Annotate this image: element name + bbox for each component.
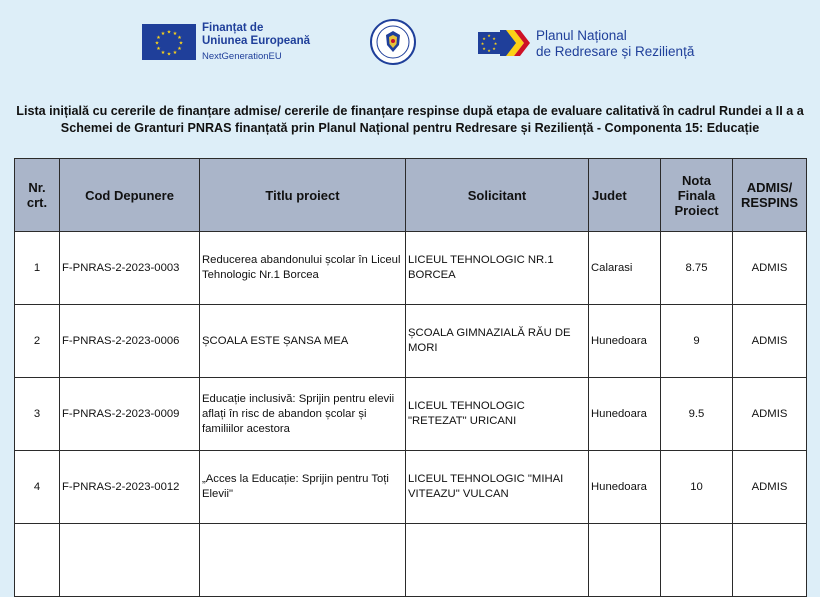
svg-text:★: ★ (177, 46, 182, 52)
cell-cod: F-PNRAS-2-2023-0006 (60, 305, 200, 378)
table-row (15, 524, 807, 597)
cell-titlu: Educație inclusivă: Sprijin pentru elevii aflați în risc de abandon școlar și familiilor acestora (200, 378, 406, 451)
cell-cod: F-PNRAS-2-2023-0009 (60, 378, 200, 451)
cell-nr: 4 (15, 451, 60, 524)
svg-text:★: ★ (177, 35, 182, 41)
svg-text:★: ★ (178, 40, 184, 47)
cell-titlu: „Acces la Educație: Sprijin pentru Toți Elevii" (200, 451, 406, 524)
eu-label-line3: NextGenerationEU (202, 51, 282, 62)
cell-solicitant: ȘCOALA GIMNAZIALĂ RĂU DE MORI (406, 305, 589, 378)
header-judet: Judet (589, 159, 661, 232)
cell-nota (661, 524, 733, 597)
cell-judet: Hunedoara (589, 305, 661, 378)
cell-titlu: Reducerea abandonului școlar în Liceul Tehnologic Nr.1 Borcea (200, 232, 406, 305)
svg-text:★: ★ (482, 46, 486, 51)
cell-status: ADMIS (733, 378, 807, 451)
pnrr-label-line1: Planul Național (536, 28, 627, 43)
cell-nota: 8.75 (661, 232, 733, 305)
pnrr-label-line2: de Redresare și Reziliență (536, 44, 695, 59)
cell-cod: F-PNRAS-2-2023-0003 (60, 232, 200, 305)
svg-text:★: ★ (160, 31, 166, 37)
header-nr-line2: crt. (26, 195, 48, 210)
results-table (14, 158, 807, 597)
svg-text:★: ★ (166, 51, 172, 58)
header-solicitant: Solicitant (406, 159, 589, 232)
eu-label-line2: Uniunea Europeană (202, 35, 310, 47)
cell-judet: Hunedoara (589, 451, 661, 524)
table-row (15, 378, 807, 451)
document-title: Lista inițială cu cererile de finanțare admise/ cererile de finanțare respinse după etapa de evaluare calitativă în cadrul Rundei a II a a Schemei de Granturi PNRAS finanțată prin Planul Național pentru Redresare și Reziliență - Componenta 15: Educație (16, 104, 804, 135)
cell-titlu (200, 524, 406, 597)
table-row (15, 305, 807, 378)
cell-judet (589, 524, 661, 597)
cell-cod (60, 524, 200, 597)
cell-nr: 2 (15, 305, 60, 378)
cell-solicitant: LICEUL TEHNOLOGIC "RETEZAT" URICANI (406, 378, 589, 451)
cell-solicitant: LICEUL TEHNOLOGIC NR.1 BORCEA (406, 232, 589, 305)
cell-nr (15, 524, 60, 597)
svg-text:★: ★ (160, 50, 166, 56)
eu-label-line1: Finanțat de (202, 22, 264, 34)
svg-text:★: ★ (156, 35, 161, 41)
cell-nr: 1 (15, 232, 60, 305)
header-nr-line1: Nr. (28, 180, 46, 195)
cell-status: ADMIS (733, 305, 807, 378)
cell-status: ADMIS (733, 232, 807, 305)
svg-text:★: ★ (156, 46, 161, 52)
header-nota-line2: Finala (677, 187, 716, 203)
header-nota (661, 159, 733, 232)
table-row (15, 232, 807, 305)
government-seal-icon (369, 18, 417, 66)
svg-text:★: ★ (492, 46, 496, 51)
header-titlu: Titlu proiect (200, 159, 406, 232)
logo-banner (0, 18, 820, 68)
cell-solicitant: LICEUL TEHNOLOGIC "MIHAI VITEAZU" VULCAN (406, 451, 589, 524)
cell-judet: Hunedoara (589, 378, 661, 451)
cell-judet: Calarasi (589, 232, 661, 305)
svg-text:★: ★ (487, 33, 491, 38)
cell-nota: 9 (661, 305, 733, 378)
header-nr (15, 159, 60, 232)
table-row (15, 451, 807, 524)
header-nota-line1: Nota (682, 172, 711, 188)
header-status (733, 159, 807, 232)
svg-text:★: ★ (166, 29, 172, 36)
pnrr-label (536, 28, 694, 60)
svg-text:★: ★ (154, 40, 160, 47)
cell-status (733, 524, 807, 597)
header-status-line1: ADMIS/ (746, 180, 793, 195)
cell-nota: 9.5 (661, 378, 733, 451)
svg-text:★: ★ (172, 31, 178, 37)
cell-nr: 3 (15, 378, 60, 451)
cell-solicitant (406, 524, 589, 597)
table-header-row (15, 159, 807, 232)
header-nota-line3: Proiect (674, 202, 719, 218)
svg-text:★: ★ (493, 41, 498, 46)
eu-funding-label (202, 22, 310, 63)
cell-nota: 10 (661, 451, 733, 524)
eu-flag-icon (142, 24, 196, 60)
cell-cod: F-PNRAS-2-2023-0012 (60, 451, 200, 524)
pnrr-logo-icon (476, 26, 534, 60)
svg-text:★: ★ (492, 36, 496, 41)
svg-text:★: ★ (480, 41, 485, 46)
header-status-line2: RESPINS (740, 195, 799, 210)
header-cod: Cod Depunere (60, 159, 200, 232)
cell-titlu: ȘCOALA ESTE ȘANSA MEA (200, 305, 406, 378)
svg-text:★: ★ (487, 48, 491, 53)
svg-text:★: ★ (172, 50, 178, 56)
svg-text:★: ★ (482, 36, 486, 41)
cell-status: ADMIS (733, 451, 807, 524)
